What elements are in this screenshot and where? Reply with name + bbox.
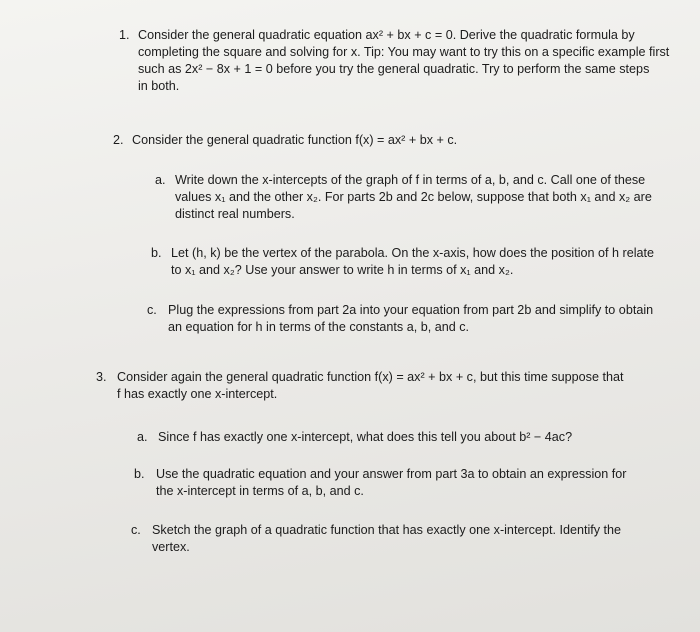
question-2b	[151, 245, 676, 281]
question-3-number: 3.	[96, 370, 107, 384]
question-3	[96, 369, 681, 405]
question-2b-line-1: Let (h, k) be the vertex of the parabola. On the x-axis, how does the position of h relate	[171, 246, 655, 260]
question-1-number: 1.	[119, 28, 130, 42]
question-1-line-3: such as 2x² − 8x + 1 = 0 before you try the general quadratic. Try to perform the same steps	[138, 62, 650, 76]
question-2	[113, 132, 673, 152]
question-2-number: 2.	[113, 133, 124, 147]
question-2c	[147, 302, 677, 338]
question-3b	[134, 466, 679, 502]
question-2a-line-2: values x₁ and the other x₂. For parts 2b and 2c below, suppose that both x₁ and x₂ are	[175, 190, 652, 204]
question-1-line-4: in both.	[138, 79, 180, 93]
question-3b-line-1: Use the quadratic equation and your answer from part 3a to obtain an expression for	[156, 467, 627, 481]
question-2c-line-2: an equation for h in terms of the constants a, b, and c.	[168, 320, 470, 334]
question-2-intro: Consider the general quadratic function f(x) = ax² + bx + c.	[132, 133, 458, 147]
question-3c-line-1: Sketch the graph of a quadratic function that has exactly one x-intercept. Identify the	[152, 523, 622, 537]
question-2a	[155, 172, 675, 224]
question-3b-label: b.	[134, 467, 145, 481]
question-3c-line-2: vertex.	[152, 540, 190, 554]
question-3c-label: c.	[131, 523, 141, 537]
question-2c-label: c.	[147, 303, 157, 317]
question-3a	[137, 429, 677, 449]
question-2c-line-1: Plug the expressions from part 2a into your equation from part 2b and simplify to obtain	[168, 303, 654, 317]
question-3a-line-1: Since f has exactly one x-intercept, what does this tell you about b² − 4ac?	[158, 430, 573, 444]
question-2b-line-2: to x₁ and x₂? Use your answer to write h in terms of x₁ and x₂.	[171, 263, 514, 277]
question-1	[119, 27, 679, 99]
question-2b-label: b.	[151, 246, 162, 260]
question-3-line-1: Consider again the general quadratic function f(x) = ax² + bx + c, but this time suppose that	[117, 370, 624, 384]
question-2a-line-3: distinct real numbers.	[175, 207, 295, 221]
question-3b-line-2: the x-intercept in terms of a, b, and c.	[156, 484, 364, 498]
question-2a-line-1: Write down the x-intercepts of the graph of f in terms of a, b, and c. Call one of these	[175, 173, 646, 187]
question-3a-label: a.	[137, 430, 148, 444]
question-1-line-1: Consider the general quadratic equation ax² + bx + c = 0. Derive the quadratic formula by	[138, 28, 635, 42]
question-2a-label: a.	[155, 173, 166, 187]
question-3c	[131, 522, 681, 558]
question-3-line-2: f has exactly one x-intercept.	[117, 387, 278, 401]
question-1-line-2: completing the square and solving for x. Tip: You may want to try this on a specific example first	[138, 45, 670, 59]
